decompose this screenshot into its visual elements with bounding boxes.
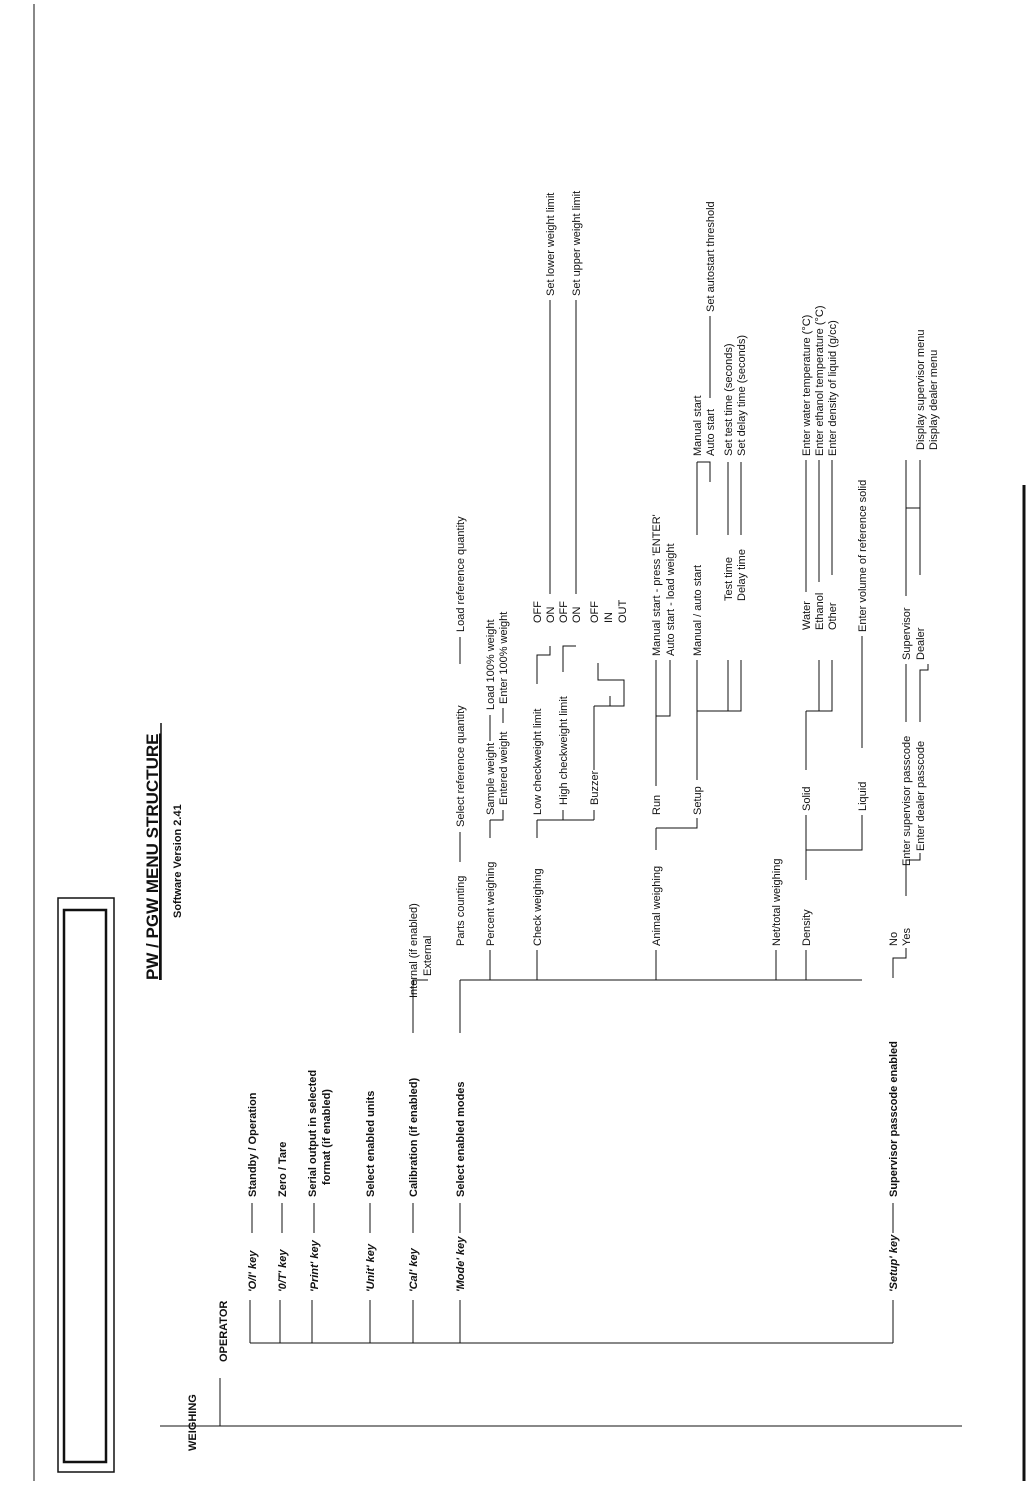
- mode-net-total: Net/total weighing: [771, 858, 783, 946]
- animal-set-delay-group: [736, 335, 748, 456]
- page-title: PW / PGW MENU STRUCTURE: [143, 733, 162, 980]
- action-serial-2: format (if enabled): [321, 1089, 333, 1185]
- set-lower-group: [545, 193, 557, 296]
- density-other: Other: [827, 602, 839, 630]
- check-low-limit: Low checkweight limit: [532, 708, 544, 815]
- set-upper-limit: Set upper weight limit: [571, 190, 583, 296]
- animal-auto-load: Auto start - load weight: [665, 543, 677, 656]
- density-enter-water-group: [801, 315, 813, 456]
- key-zero-tare: '0/T' key: [277, 1249, 289, 1292]
- display-dealer-group: [928, 350, 940, 450]
- key-unit: 'Unit' key: [365, 1243, 377, 1292]
- enter-supervisor-group: [901, 736, 913, 866]
- percent-entered: Entered weight: [498, 731, 510, 805]
- action-standby: Standby / Operation: [247, 1092, 259, 1197]
- enter-supervisor-passcode: Enter supervisor passcode: [901, 735, 913, 866]
- cal-external: External: [422, 935, 434, 976]
- animal-delay-time: Delay time: [736, 549, 748, 601]
- mode-net-group: [771, 859, 783, 946]
- operator-label-group: [218, 1301, 230, 1362]
- low-bracket: [537, 646, 550, 663]
- key-print: 'Print' key: [309, 1240, 321, 1292]
- key-cal: 'Cal' key: [408, 1248, 420, 1292]
- enter-dealer-passcode: Enter dealer passcode: [915, 740, 927, 851]
- animal-bracket: [656, 818, 697, 828]
- high-off: OFF: [558, 601, 570, 623]
- mode-density-group: [801, 909, 813, 946]
- animal-test-time-group: [723, 557, 735, 601]
- key-setup: 'Setup' key: [888, 1234, 900, 1292]
- root-label-group: [187, 1394, 199, 1451]
- percent-sample-group: [485, 743, 497, 815]
- animal-test-time: Test time: [723, 556, 735, 601]
- root-label: WEIGHING: [187, 1394, 199, 1451]
- percent-entered-group: [498, 732, 510, 805]
- key-zero-group: [277, 1249, 289, 1292]
- display-dealer-menu: Display dealer menu: [928, 349, 940, 450]
- low-off-group: [532, 601, 544, 623]
- animal-manual-start: Manual start: [692, 395, 704, 456]
- action-modes: Select enabled modes: [455, 1081, 467, 1197]
- cal-internal-group: [408, 903, 420, 998]
- animal-manual-press: Manual start - press 'ENTER': [651, 514, 663, 656]
- buzzer-off-group: [589, 601, 601, 623]
- passcode-no: No: [888, 931, 900, 946]
- density-water: Water: [801, 601, 813, 630]
- animal-run-group: [651, 795, 663, 815]
- action-serial-group: [307, 1070, 319, 1197]
- mode-parts-group: [455, 876, 467, 946]
- action-serial-2-group: [321, 1089, 333, 1185]
- mode-density: Density: [801, 909, 813, 946]
- low-on-group: [545, 606, 557, 623]
- mode-check-group: [532, 868, 544, 946]
- density-liquid: Liquid: [857, 781, 869, 811]
- low-off: OFF: [532, 601, 544, 623]
- subtitle-group: [172, 804, 184, 918]
- action-units-group: [365, 1091, 377, 1197]
- action-calibration-group: [408, 1077, 420, 1197]
- animal-threshold: Set autostart threshold: [705, 201, 717, 312]
- check-high-limit: High checkweight limit: [558, 696, 570, 805]
- passcode-yes: Yes: [901, 928, 913, 946]
- mode-animal-weighing: Animal weighing: [651, 865, 663, 946]
- mode-percent-group: [485, 862, 497, 946]
- buzzer-in: IN: [603, 612, 615, 623]
- percent-sample: Sample weight: [485, 742, 497, 815]
- key-print-group: [309, 1239, 321, 1292]
- parts-select-group: [455, 705, 467, 827]
- buzzer-bracket: [594, 663, 624, 706]
- density-enter-ethanol-group: [814, 305, 826, 456]
- percent-enter100: Enter 100% weight: [498, 611, 510, 704]
- animal-setup: Setup: [692, 786, 704, 815]
- label-box-inner: [64, 910, 106, 1462]
- animal-set-delay: Set delay time (seconds): [736, 334, 748, 456]
- low-on: ON: [545, 606, 557, 623]
- animal-auto-start-group: [705, 409, 717, 456]
- density-solid-group: [801, 787, 813, 811]
- density-enter-density: Enter density of liquid (g/cc): [827, 320, 839, 456]
- operator-label: OPERATOR: [218, 1300, 230, 1362]
- check-buzzer: Buzzer: [589, 770, 601, 805]
- density-other-group: [827, 602, 839, 630]
- setup-bracket: [697, 660, 741, 711]
- mode-parts-counting: Parts counting: [455, 875, 467, 946]
- density-enter-volume: Enter volume of reference solid: [857, 479, 869, 632]
- animal-setup-group: [692, 786, 704, 815]
- animal-set-test: Set test time (seconds): [723, 343, 735, 456]
- passcode-no-group: [888, 932, 900, 946]
- high-bracket: [563, 646, 576, 655]
- dealer-bracket: [920, 664, 928, 722]
- buzzer-out: OUT: [617, 599, 629, 623]
- key-mode-group: [455, 1236, 467, 1292]
- action-zero: Zero / Tare: [277, 1141, 289, 1197]
- opt-dealer-group: [915, 627, 927, 660]
- key-onoff-group: [247, 1250, 259, 1292]
- animal-auto-load-group: [665, 543, 677, 656]
- animal-manual-press-group: [651, 514, 663, 656]
- action-supervisor-enabled: Supervisor passcode enabled: [888, 1041, 900, 1197]
- option-supervisor: Supervisor: [901, 607, 913, 660]
- mode-check-weighing: Check weighing: [532, 868, 544, 946]
- mode-animal-group: [651, 866, 663, 946]
- animal-threshold-group: [705, 201, 717, 312]
- display-supervisor-menu: Display supervisor menu: [915, 329, 927, 450]
- density-solid: Solid: [801, 786, 813, 811]
- check-low-group: [532, 709, 544, 815]
- high-off-group: [558, 601, 570, 623]
- density-liquid-group: [857, 782, 869, 811]
- key-cal-group: [408, 1247, 420, 1292]
- animal-set-test-group: [723, 344, 735, 457]
- buzzer-off: OFF: [589, 601, 601, 623]
- run-bracket: [656, 660, 670, 716]
- key-onoff: 'O/I' key: [247, 1250, 259, 1292]
- key-unit-group: [365, 1243, 377, 1292]
- animal-manual-auto-group: [692, 565, 704, 656]
- buzzer-out-group: [617, 600, 629, 624]
- set-lower-limit: Set lower weight limit: [545, 192, 557, 296]
- key-mode: 'Mode' key: [455, 1236, 467, 1292]
- high-on: ON: [571, 606, 583, 623]
- density-enter-water: Enter water temperature (°C): [801, 314, 813, 456]
- action-standby-group: [247, 1092, 259, 1197]
- action-units: Select enabled units: [365, 1090, 377, 1197]
- mode-percent-weighing: Percent weighing: [485, 861, 497, 946]
- animal-auto-start: Auto start: [705, 408, 717, 456]
- action-serial-1: Serial output in selected: [307, 1069, 319, 1197]
- animal-run: Run: [651, 794, 663, 815]
- opt-supervisor-group: [901, 607, 913, 660]
- density-bracket: [806, 815, 862, 850]
- action-zero-group: [277, 1142, 289, 1197]
- parts-select-qty: Select reference quantity: [455, 705, 467, 827]
- percent-load100: Load 100% weight: [485, 619, 497, 710]
- density-ethanol-group: [814, 593, 826, 630]
- display-supervisor-group: [915, 330, 927, 450]
- percent-load100-group: [485, 619, 497, 710]
- option-dealer: Dealer: [915, 627, 927, 660]
- enter-dealer-group: [915, 741, 927, 851]
- cal-external-group: [422, 936, 434, 976]
- passcode-yes-group: [901, 928, 913, 946]
- title-group: [143, 734, 162, 981]
- key-setup-group: [888, 1234, 900, 1292]
- density-enter-density-group: [827, 320, 839, 456]
- animal-delay-time-group: [736, 549, 748, 601]
- parts-load-group: [455, 516, 467, 632]
- action-supervisor-group: [888, 1041, 900, 1197]
- buzzer-in-group: [603, 612, 615, 623]
- cal-internal: Internal (if enabled): [408, 903, 420, 998]
- animal-manual-start-group: [692, 395, 704, 456]
- action-calibration: Calibration (if enabled): [408, 1077, 420, 1197]
- auto-start-bracket: [697, 462, 710, 482]
- density-water-group: [801, 601, 813, 630]
- parts-load-qty: Load reference quantity: [455, 516, 467, 632]
- action-modes-group: [455, 1081, 467, 1197]
- density-enter-ethanol: Enter ethanol temperature (°C): [814, 305, 826, 456]
- page-subtitle: Software Version 2.41: [172, 804, 184, 918]
- density-enter-volume-group: [857, 480, 869, 632]
- no-yes-bracket: [893, 948, 906, 978]
- high-on-group: [571, 606, 583, 623]
- check-high-group: [558, 696, 570, 805]
- set-upper-group: [571, 191, 583, 296]
- display-bracket: [906, 460, 920, 508]
- animal-manual-auto: Manual / auto start: [692, 564, 704, 656]
- percent-enter100-group: [498, 612, 510, 704]
- density-ethanol: Ethanol: [814, 592, 826, 630]
- check-buzzer-group: [589, 770, 601, 805]
